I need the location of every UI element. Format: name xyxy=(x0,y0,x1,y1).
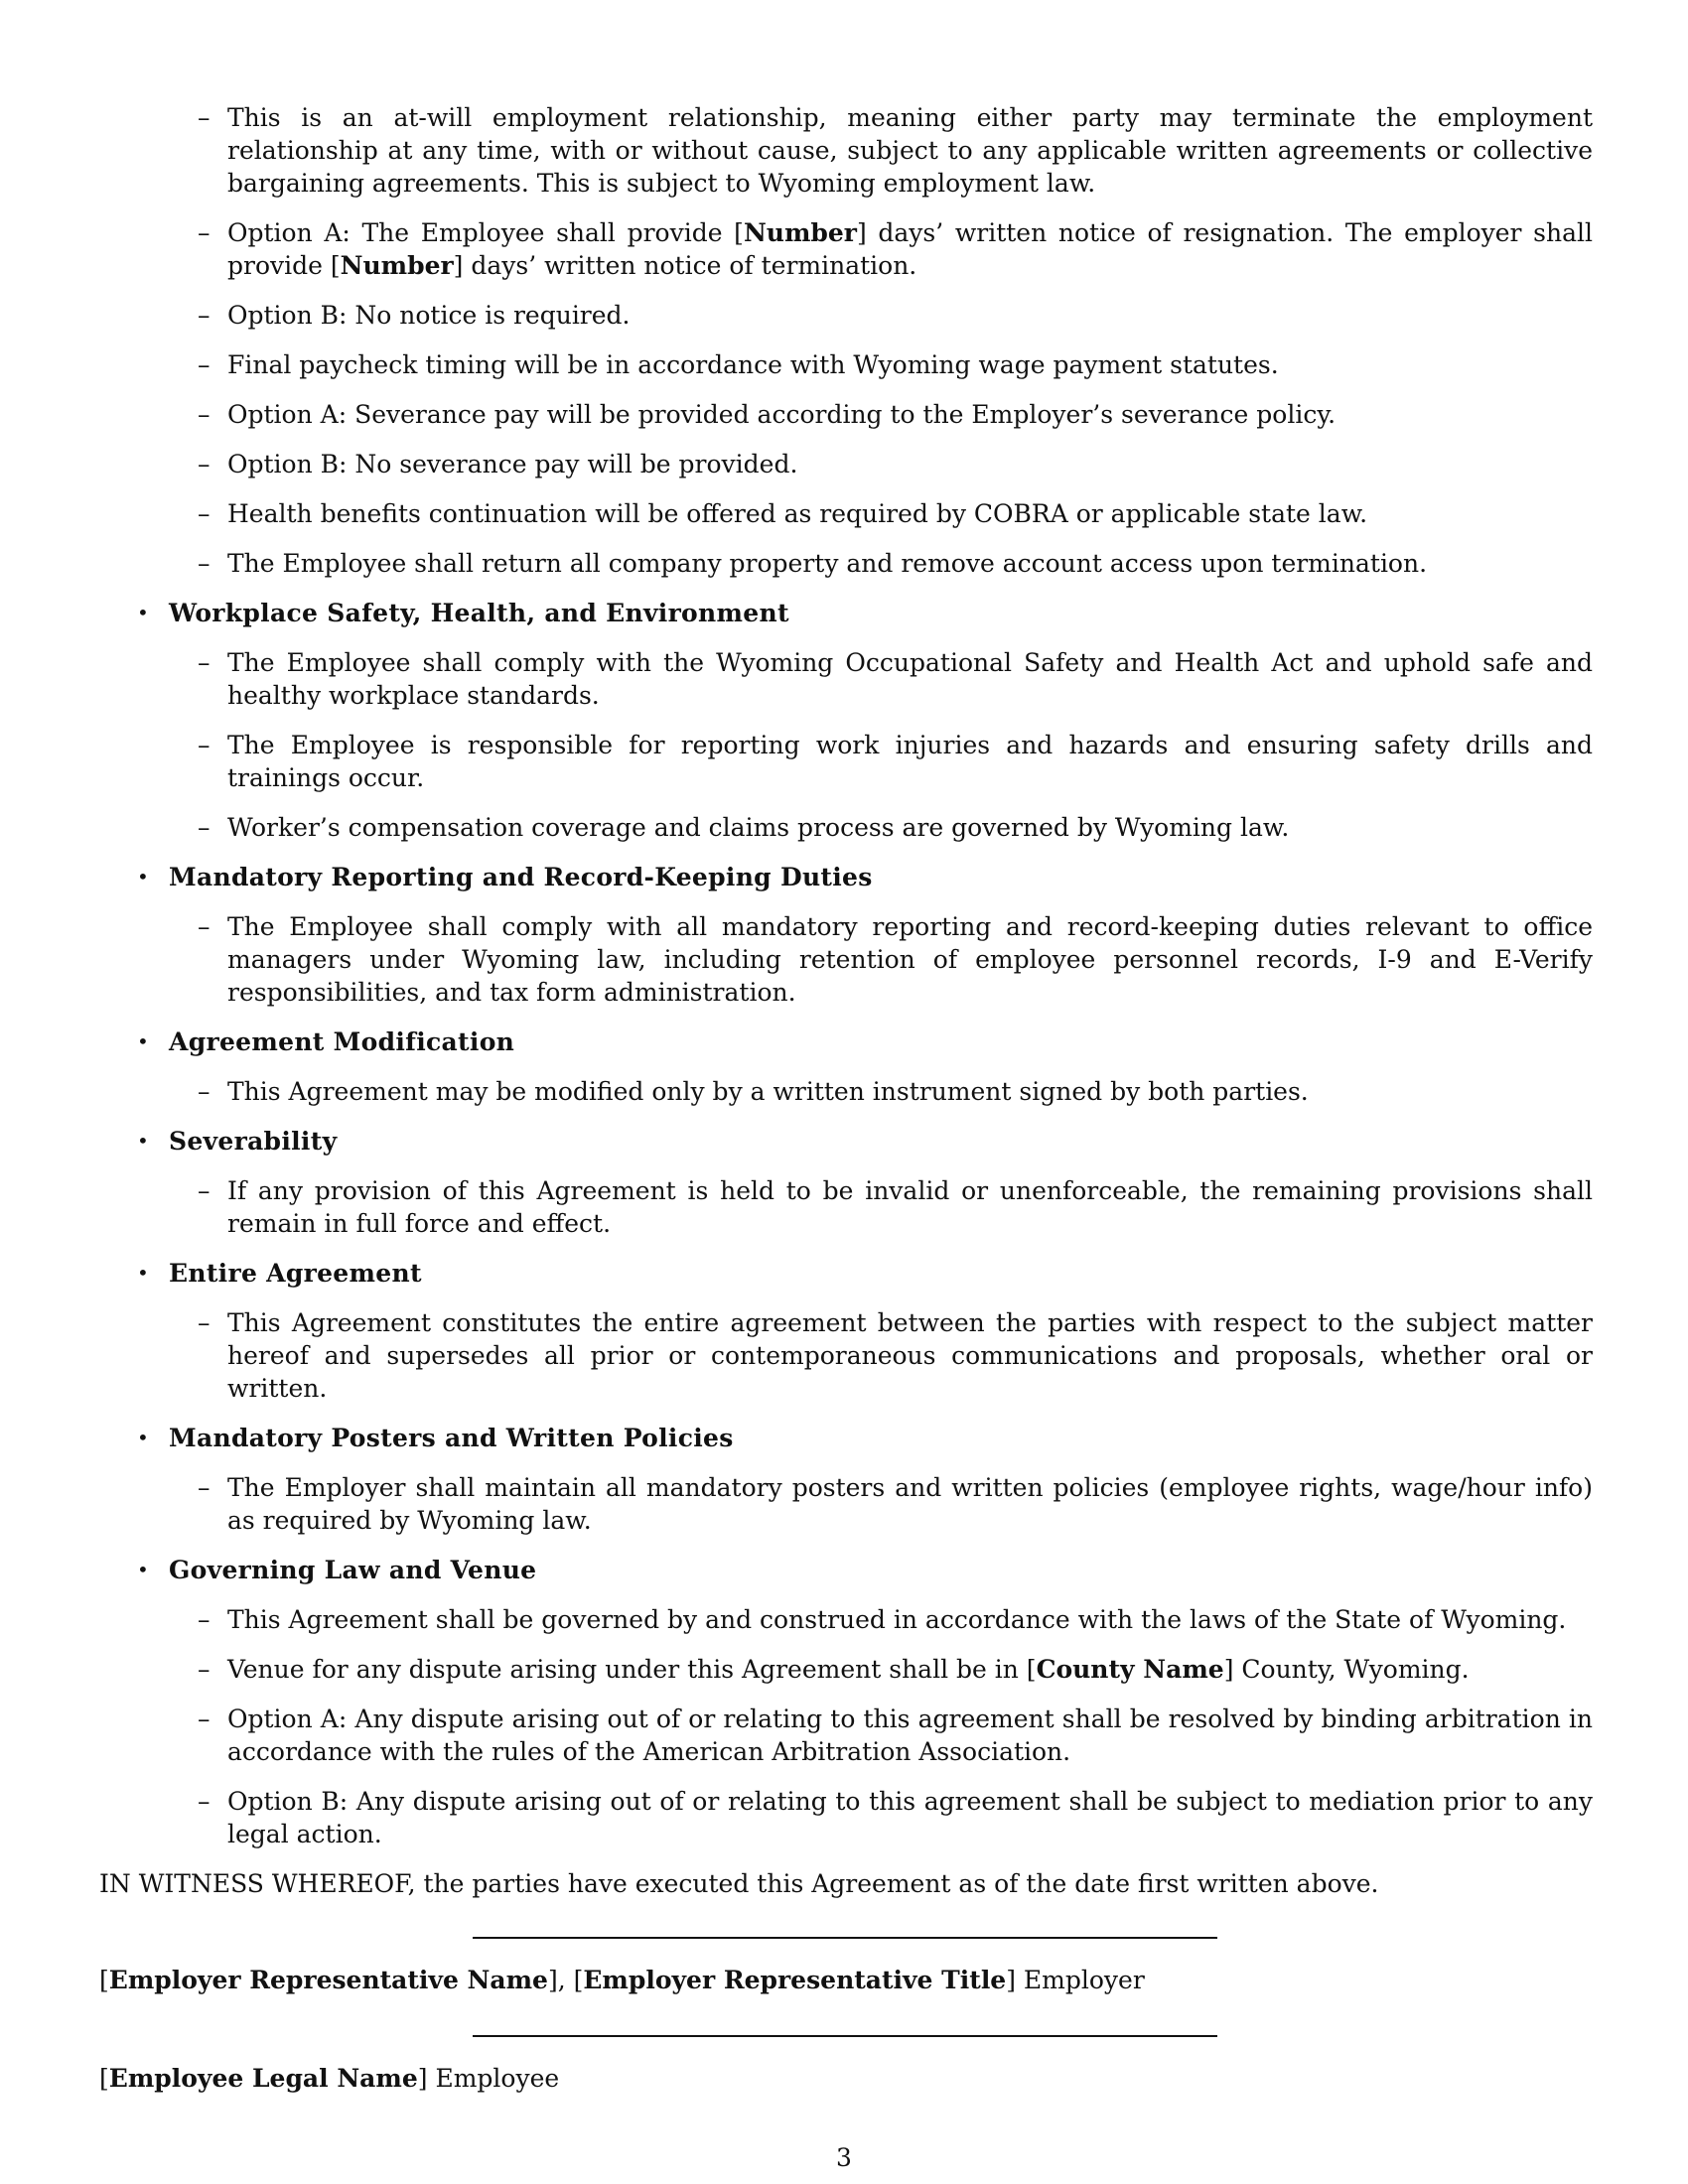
termination-clause-list xyxy=(99,101,1593,580)
clause-text: Option B: No notice is required. xyxy=(227,301,631,330)
section-item xyxy=(99,1257,1593,1405)
section-item xyxy=(99,597,1593,844)
clause-item xyxy=(227,497,1593,530)
bullet-icon: • xyxy=(137,1261,149,1285)
bullet-icon: • xyxy=(137,1029,149,1053)
clause-text: This Agreement constitutes the entire agreement between the parties with respect to the subject matter hereof and supersedes all prior or contemporaneous communications and proposals, whether oral or written. xyxy=(227,1308,1593,1403)
bullet-icon: • xyxy=(137,1426,149,1449)
section-clause-list xyxy=(169,1075,1593,1108)
employer-signature-caption: [Employer Representative Name], [Employer Representative Title] Employer xyxy=(99,1966,1145,1994)
clause-text: This Agreement may be modified only by a written instrument signed by both parties. xyxy=(227,1077,1309,1106)
clause-item xyxy=(227,1075,1593,1108)
employer-signature-line xyxy=(473,1937,1217,1939)
bullet-icon: • xyxy=(137,601,149,624)
clause-text: The Employer shall maintain all mandatory posters and written policies (employee rights, wage/hour info) as required by Wyoming law. xyxy=(227,1473,1593,1535)
section-heading: Entire Agreement xyxy=(169,1259,422,1288)
section-clause-list xyxy=(169,1471,1593,1537)
clause-item xyxy=(227,398,1593,431)
section-item xyxy=(99,1125,1593,1240)
clause-item xyxy=(227,299,1593,332)
clause-text: Option A: Any dispute arising out of or relating to this agreement shall be resolved by binding arbitration in accordance with the rules of the American Arbitration Association. xyxy=(227,1705,1593,1766)
placeholder-field: County Name xyxy=(1036,1655,1224,1684)
section-heading: Workplace Safety, Health, and Environment xyxy=(169,599,789,627)
placeholder-field: Number xyxy=(340,251,454,280)
clause-item xyxy=(227,348,1593,381)
employee-legal-name: Employee Legal Name xyxy=(108,2064,418,2093)
clause-text: This Agreement shall be governed by and construed in accordance with the laws of the State of Wyoming. xyxy=(227,1605,1567,1634)
clause-text: Final paycheck timing will be in accordance with Wyoming wage payment statutes. xyxy=(227,350,1279,379)
employer-role-label: Employer xyxy=(1015,1966,1145,1994)
section-item xyxy=(99,861,1593,1009)
clause-item xyxy=(227,101,1593,200)
clause-item xyxy=(227,1703,1593,1768)
clause-text: The Employee is responsible for reporting work injuries and hazards and ensuring safety drills and trainings occur. xyxy=(227,731,1593,792)
employee-role-label: Employee xyxy=(427,2064,560,2093)
bullet-icon: • xyxy=(137,1129,149,1153)
clause-item xyxy=(227,216,1593,282)
section-heading: Mandatory Reporting and Record-Keeping Duties xyxy=(169,863,873,891)
section-heading: Governing Law and Venue xyxy=(169,1556,537,1584)
clause-text: The Employee shall return all company property and remove account access upon termination. xyxy=(227,549,1428,578)
witness-statement: IN WITNESS WHEREOF, the parties have executed this Agreement as of the date first written above. xyxy=(99,1869,1379,1898)
clause-item xyxy=(227,1471,1593,1537)
clause-text: Venue for any dispute arising under this Agreement shall be in [ xyxy=(227,1655,1037,1684)
clause-text: If any provision of this Agreement is held to be invalid or unenforceable, the remaining provisions shall remain in full force and effect. xyxy=(227,1176,1593,1238)
section-clause-list xyxy=(169,646,1593,844)
clause-text: ] County, Wyoming. xyxy=(1223,1655,1470,1684)
clause-item xyxy=(227,729,1593,794)
section-clause-list xyxy=(169,1306,1593,1405)
clause-item xyxy=(227,1306,1593,1405)
bullet-icon: • xyxy=(137,1558,149,1581)
section-item xyxy=(99,1025,1593,1108)
clause-item xyxy=(227,1653,1593,1686)
section-item xyxy=(99,1422,1593,1537)
section-clause-list xyxy=(169,1603,1593,1850)
clause-item xyxy=(227,1603,1593,1636)
clause-item xyxy=(227,448,1593,480)
section-list xyxy=(99,597,1593,1850)
section-heading: Agreement Modification xyxy=(169,1027,515,1056)
clause-text: The Employee shall comply with the Wyoming Occupational Safety and Health Act and uphold safe and healthy workplace standards. xyxy=(227,648,1593,710)
clause-text: Option A: Severance pay will be provided according to the Employer’s severance policy. xyxy=(227,400,1336,429)
employee-signature-caption: [Employee Legal Name] Employee xyxy=(99,2064,560,2093)
document-page xyxy=(99,101,1593,2095)
section-heading: Severability xyxy=(169,1127,338,1156)
section-heading: Mandatory Posters and Written Policies xyxy=(169,1424,734,1452)
clause-text: Option A: The Employee shall provide [ xyxy=(227,218,744,247)
clause-text: The Employee shall comply with all mandatory reporting and record-keeping duties relevant to office managers under Wyoming law, including retention of employee personnel records, I-9 and E-Verify responsibilities, and tax form administration. xyxy=(227,912,1593,1007)
employer-representative-name: Employer Representative Name xyxy=(108,1966,548,1994)
section-clause-list xyxy=(169,1174,1593,1240)
clause-text: Worker’s compensation coverage and claims process are governed by Wyoming law. xyxy=(227,813,1290,842)
section-item xyxy=(99,1554,1593,1850)
clause-text: This is an at-will employment relationship, meaning either party may terminate the employment relationship at any time, with or without cause, subject to any applicable written agreements or collective bargaining agreements. This is subject to Wyoming employment law. xyxy=(227,103,1593,198)
clause-item xyxy=(227,1785,1593,1850)
clause-item xyxy=(227,1174,1593,1240)
clause-text: ] days’ written notice of resignation. The employer shall provide [ xyxy=(227,218,1593,280)
clause-item xyxy=(227,811,1593,844)
clause-text: ] days’ written notice of termination. xyxy=(453,251,917,280)
employer-representative-title: Employer Representative Title xyxy=(583,1966,1007,1994)
clause-item xyxy=(227,910,1593,1009)
clause-text: Option B: No severance pay will be provided. xyxy=(227,450,798,478)
page-number: 3 xyxy=(836,2143,852,2172)
placeholder-field: Number xyxy=(743,218,857,247)
clause-item xyxy=(227,547,1593,580)
bullet-icon: • xyxy=(137,865,149,888)
clause-item xyxy=(227,646,1593,712)
employee-signature-line xyxy=(473,2035,1217,2037)
clause-text: Option B: Any dispute arising out of or relating to this agreement shall be subject to mediation prior to any legal action. xyxy=(227,1787,1593,1848)
clause-text: Health benefits continuation will be offered as required by COBRA or applicable state law. xyxy=(227,499,1368,528)
section-clause-list xyxy=(169,910,1593,1009)
